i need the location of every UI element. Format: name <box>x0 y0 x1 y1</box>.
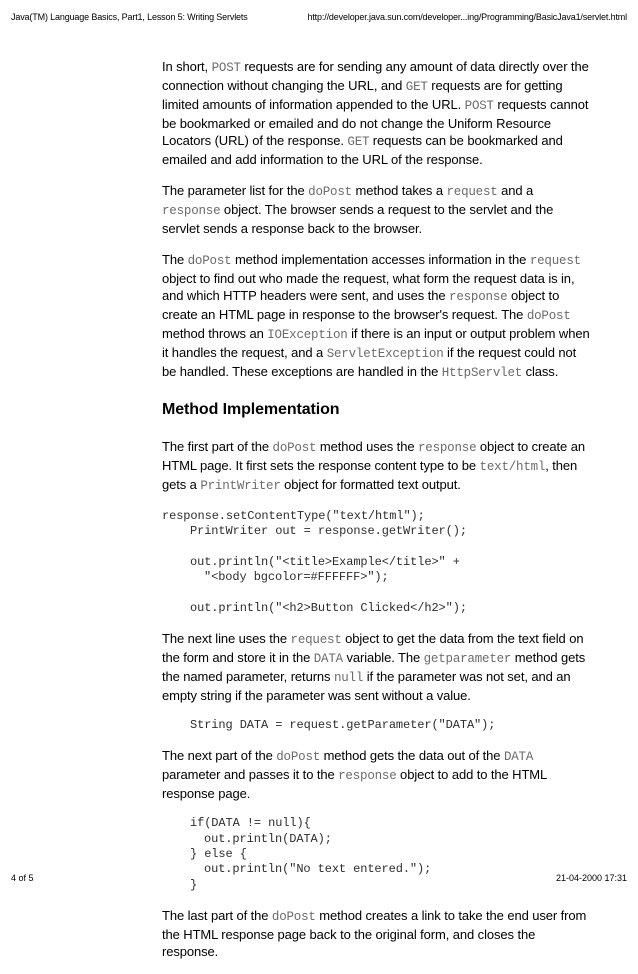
paragraph-dopost-implementation: The doPost method implementation accesses information in the request object to find out who made the request, what form the request data is in, and which HTTP headers were sent, and uses the response object to create an HTML page in response to the browser's request. The doPost method throws an IOException if there is an input or output problem when it handles the request, and a ServletException if the request could not be handled. These exceptions are handled in the HttpServlet class. <box>162 252 590 380</box>
paragraph-parameter-list: The parameter list for the doPost method takes a request and a response object. The browser sends a request to the servlet and the servlet sends a response back to the browser. <box>162 183 554 236</box>
paragraph-last-part: The last part of the doPost method creates a link to take the end user from the HTML response page back to the original form, and closes the response. <box>162 907 587 959</box>
document-url: http://developer.java.sun.com/developer...ing/Programming/BasicJava1/servlet.html <box>307 12 627 22</box>
print-date: 21-04-2000 17:31 <box>555 873 627 883</box>
paragraph-first-part: The first part of the doPost method uses the response object to create an HTML page. It first sets the response content type to be text/html, then gets a PrintWriter object for formatted text output. <box>162 439 585 493</box>
code-block-response <box>162 509 592 616</box>
code-line: "<body bgcolor=#FFFFFF>"); <box>204 570 389 585</box>
code-block-getparameter <box>162 718 592 733</box>
code-line: out.println("<title>Example</title>" + <box>190 554 460 569</box>
document-title: Java(TM) Language Basics, Part1, Lesson 5: Writing Servlets <box>11 12 248 22</box>
code-line: String DATA = request.getParameter("DATA"); <box>190 718 496 733</box>
code-line: PrintWriter out = response.getWriter(); <box>190 524 467 539</box>
article-body <box>162 58 592 974</box>
code-line: if(DATA != null){ <box>190 816 311 831</box>
paragraph-post-get: In short, POST requests are for sending any amount of data directly over the connection without changing the URL, and GET requests are for getting limited amounts of information appended to the URL. POST requests cannot be bookmarked or emailed and do not change the Uniform Resource Locators (URL) of the response. GET requests can be bookmarked and emailed and add information to the URL of the response. <box>162 59 589 167</box>
page-footer <box>11 871 627 885</box>
code-line: out.println(DATA); <box>204 831 332 846</box>
code-line <box>162 540 592 555</box>
code-line: } <box>190 877 198 892</box>
code-line <box>162 585 592 600</box>
section-heading: Method Implementation <box>162 401 340 418</box>
page-number: 4 of 5 <box>11 873 34 883</box>
code-line: } else { <box>190 846 247 861</box>
code-line: out.println("No text entered."); <box>204 862 432 877</box>
paragraph-request-data: The next line uses the request object to get the data from the text field on the form and store it in the DATA variable. The getparameter method gets the named parameter, returns null if the parameter was not set, and an empty string if the parameter was sent without a value. <box>162 631 586 704</box>
code-line: out.println("<h2>Button Clicked</h2>"); <box>190 600 467 615</box>
paragraph-next-part: The next part of the doPost method gets the data out of the DATA parameter and passes it to the response object to add to the HTML response page. <box>162 748 547 802</box>
code-line: response.setContentType("text/html"); <box>162 509 425 523</box>
page-header <box>11 10 627 24</box>
